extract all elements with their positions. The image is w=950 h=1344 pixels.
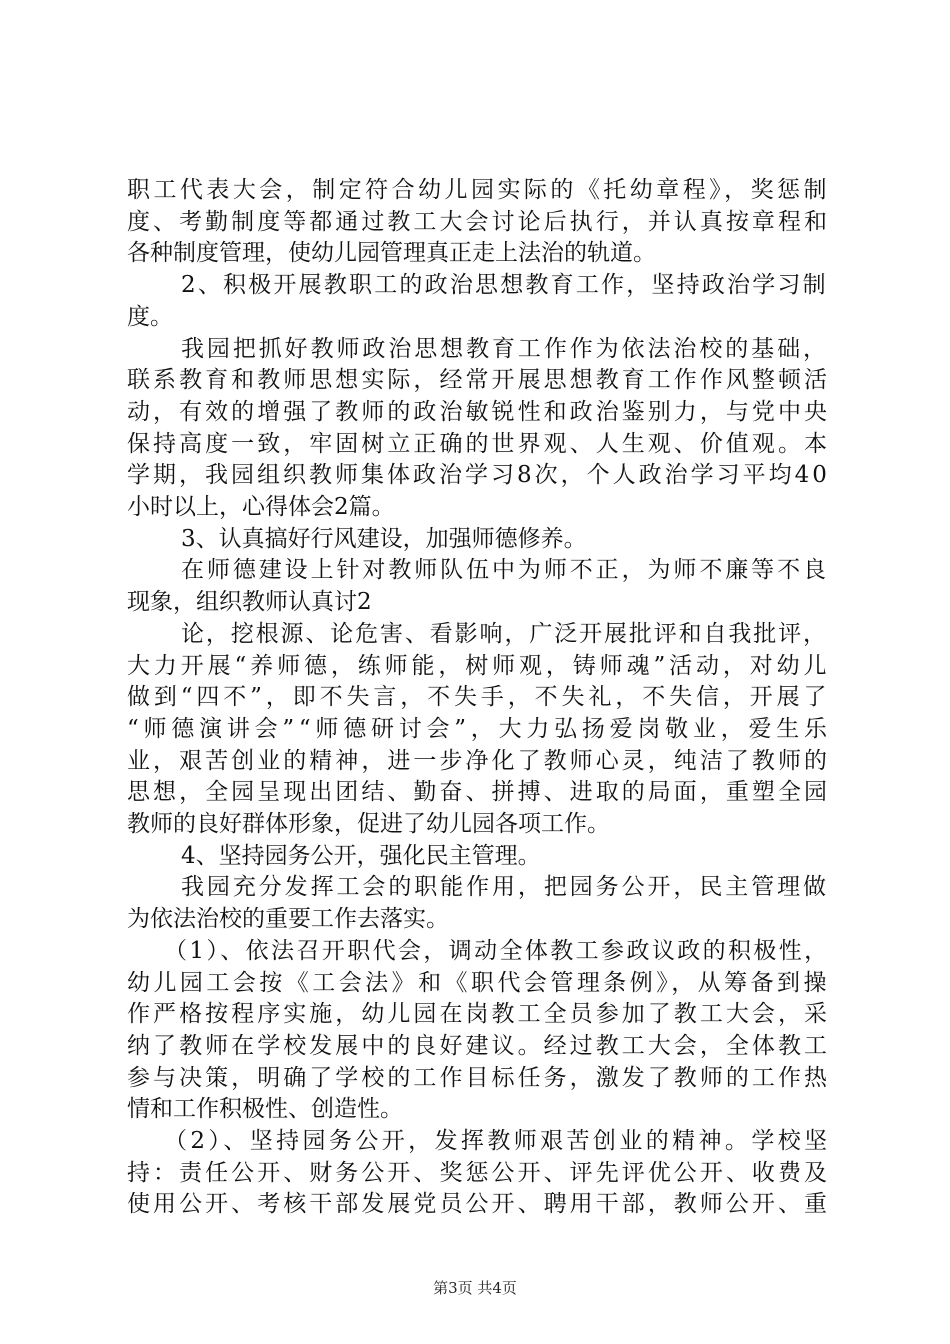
text-line: 论，挖根源、论危害、看影响，广泛开展批评和自我批评， (181, 620, 828, 647)
text-line: 我园充分发挥工会的职能作用，把园务公开，民主管理做 (181, 874, 829, 901)
text-line: 度。 (127, 303, 173, 330)
text-line: 参与决策，明确了学校的工作目标任务，激发了教师的工作热 (127, 1064, 831, 1091)
text-line: 4、坚持园务公开，强化民主管理。 (181, 842, 541, 869)
text-line: 情和工作积极性、创造性。 (127, 1096, 403, 1123)
text-line: （1）、依法召开职代会，调动全体教工参政议政的积极性， (164, 937, 830, 964)
text-line: 作严格按程序实施，幼儿园在岗教工全员参加了教工大会，采 (127, 1001, 831, 1028)
text-line: 联系教育和教师思想实际，经常开展思想教育工作作风整顿活 (127, 367, 831, 394)
text-line: 现象，组织教师认真讨2 (127, 589, 372, 616)
text-line: 持：责任公开、财务公开、奖惩公开、评先评优公开、收费及 (127, 1159, 831, 1186)
text-line: 各种制度管理，使幼儿园管理真正走上法治的轨道。 (127, 240, 656, 267)
text-line: 纳了教师在学校发展中的良好建议。经过教工大会，全体教工 (127, 1032, 831, 1059)
text-line: 思想，全园呈现出团结、勤奋、拼搏、进取的局面，重塑全园 (127, 779, 831, 806)
text-line: 使用公开、考核干部发展党员公开、聘用干部，教师公开、重 (127, 1191, 831, 1218)
text-line: 为依法治校的重要工作去落实。 (127, 906, 449, 933)
text-line: 幼儿园工会按《工会法》和《职代会管理条例》，从筹备到操 (127, 969, 830, 996)
text-line: 做到“四不”，即不失言，不失手，不失礼，不失信，开展了 (127, 684, 831, 711)
text-line: 3、认真搞好行风建设，加强师德修养。 (181, 525, 587, 552)
text-line: 2、积极开展教职工的政治思想教育工作，坚持政治学习制 (181, 272, 828, 299)
text-line: 职工代表大会，制定符合幼儿园实际的《托幼章程》，奖惩制 (127, 177, 830, 203)
text-line: 度、考勤制度等都通过教工大会讨论后执行，并认真按章程和 (127, 208, 831, 235)
text-line: 业，艰苦创业的精神，进一步净化了教师心灵，纯洁了教师的 (127, 747, 831, 774)
text-line: （2）、坚持园务公开，发挥教师艰苦创业的精神。学校坚 (164, 1128, 831, 1154)
text-line: 学期，我园组织教师集体政治学习8次，个人政治学习平均40 (127, 462, 830, 489)
text-line: 小时以上，心得体会2篇。 (127, 494, 395, 520)
text-line: 我园把抓好教师政治思想教育工作作为依法治校的基础， (181, 335, 829, 362)
text-line: 教师的良好群体形象，促进了幼儿园各项工作。 (127, 811, 610, 837)
text-line: 动，有效的增强了教师的政治敏锐性和政治鉴别力，与党中央 (127, 398, 831, 425)
page-footer: 第3页 共4页 (433, 1279, 517, 1297)
text-line: 大力开展“养师德，练师能，树师观，铸师魂”活动，对幼儿 (127, 652, 831, 679)
text-line: 保持高度一致，牢固树立正确的世界观、人生观、价值观。本 (127, 430, 831, 457)
text-line: 在师德建设上针对教师队伍中为师不正，为师不廉等不良 (181, 557, 829, 584)
text-line: “师德演讲会”“师德研讨会”，大力弘扬爱岗敬业，爱生乐 (127, 715, 832, 742)
